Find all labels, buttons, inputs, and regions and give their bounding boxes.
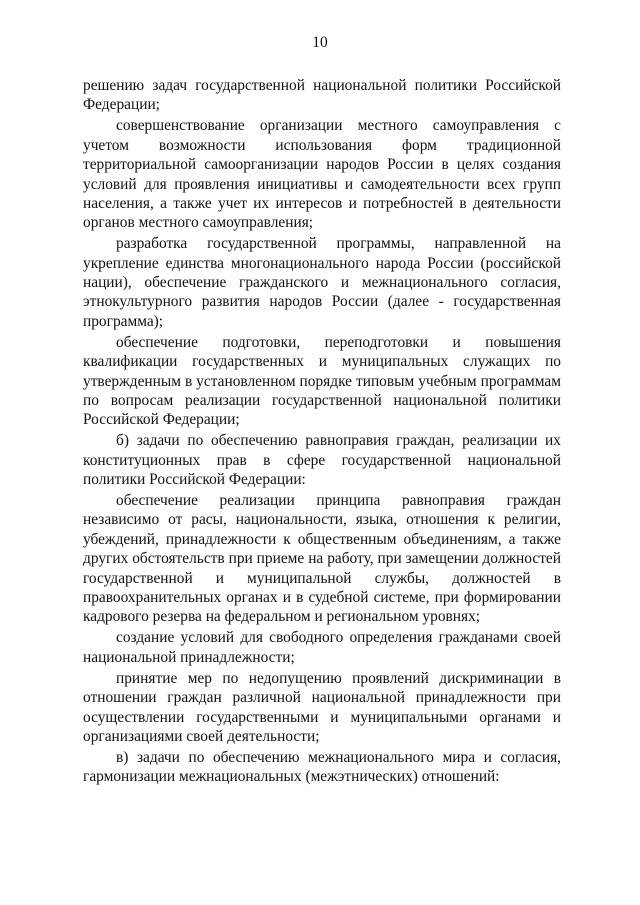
page-number: 10 [312, 34, 328, 51]
paragraph-local-self-government: совершенствование организации местного самоуправления с учетом возможности использования форм традиционной территориальной самоорганизации народов России в целях создания условий для проявления инициативы и самодеятельности всех групп населения, а также учет их интересов и потребностей в деятельности органов местного самоуправления; [83, 117, 561, 232]
paragraph-equality-principle: обеспечение реализации принципа равноправия граждан независимо от расы, национальности, языка, отношения к религии, убеждений, принадлежности к общественным объединениям, а также других обстоятельств при приеме на работу, при замещении должностей государственной и муниципальной службы, должностей в правоохранительных органах и в судебной системе, при формировании кадрового резерва на федеральном и региональном уровнях; [83, 492, 561, 626]
paragraph-section-b-heading: б) задачи по обеспечению равноправия граждан, реализации их конституционных прав в сфере государственной национальной политики Российской Федерации: [83, 432, 561, 489]
paragraph-state-program: разработка государственной программы, направленной на укрепление единства многонационального народа России (российской нации), обеспечение гражданского и межнационального согласия, этнокультурного развития народов России (далее - государственная программа); [83, 235, 561, 330]
paragraph-section-v-heading: в) задачи по обеспечению межнационального мира и согласия, гармонизации межнациональных (межэтнических) отношений: [83, 748, 561, 786]
paragraph-anti-discrimination: принятие мер по недопущению проявлений дискриминации в отношении граждан различной национальной принадлежности при осуществлении государственными и муниципальными органами и организациями своей деятельности; [83, 669, 561, 745]
paragraph-staff-training: обеспечение подготовки, переподготовки и повышения квалификации государственных и муниципальных служащих по утвержденным в установленном порядке типовым учебным программам по вопросам реализации государственной национальной политики Российской Федерации; [83, 333, 561, 429]
paragraph-national-identity: создание условий для свободного определения гражданами своей национальной принадлежности; [83, 629, 561, 666]
document-body [83, 76, 561, 788]
paragraph-continuation: решению задач государственной национальной политики Российской Федерации; [83, 77, 561, 114]
